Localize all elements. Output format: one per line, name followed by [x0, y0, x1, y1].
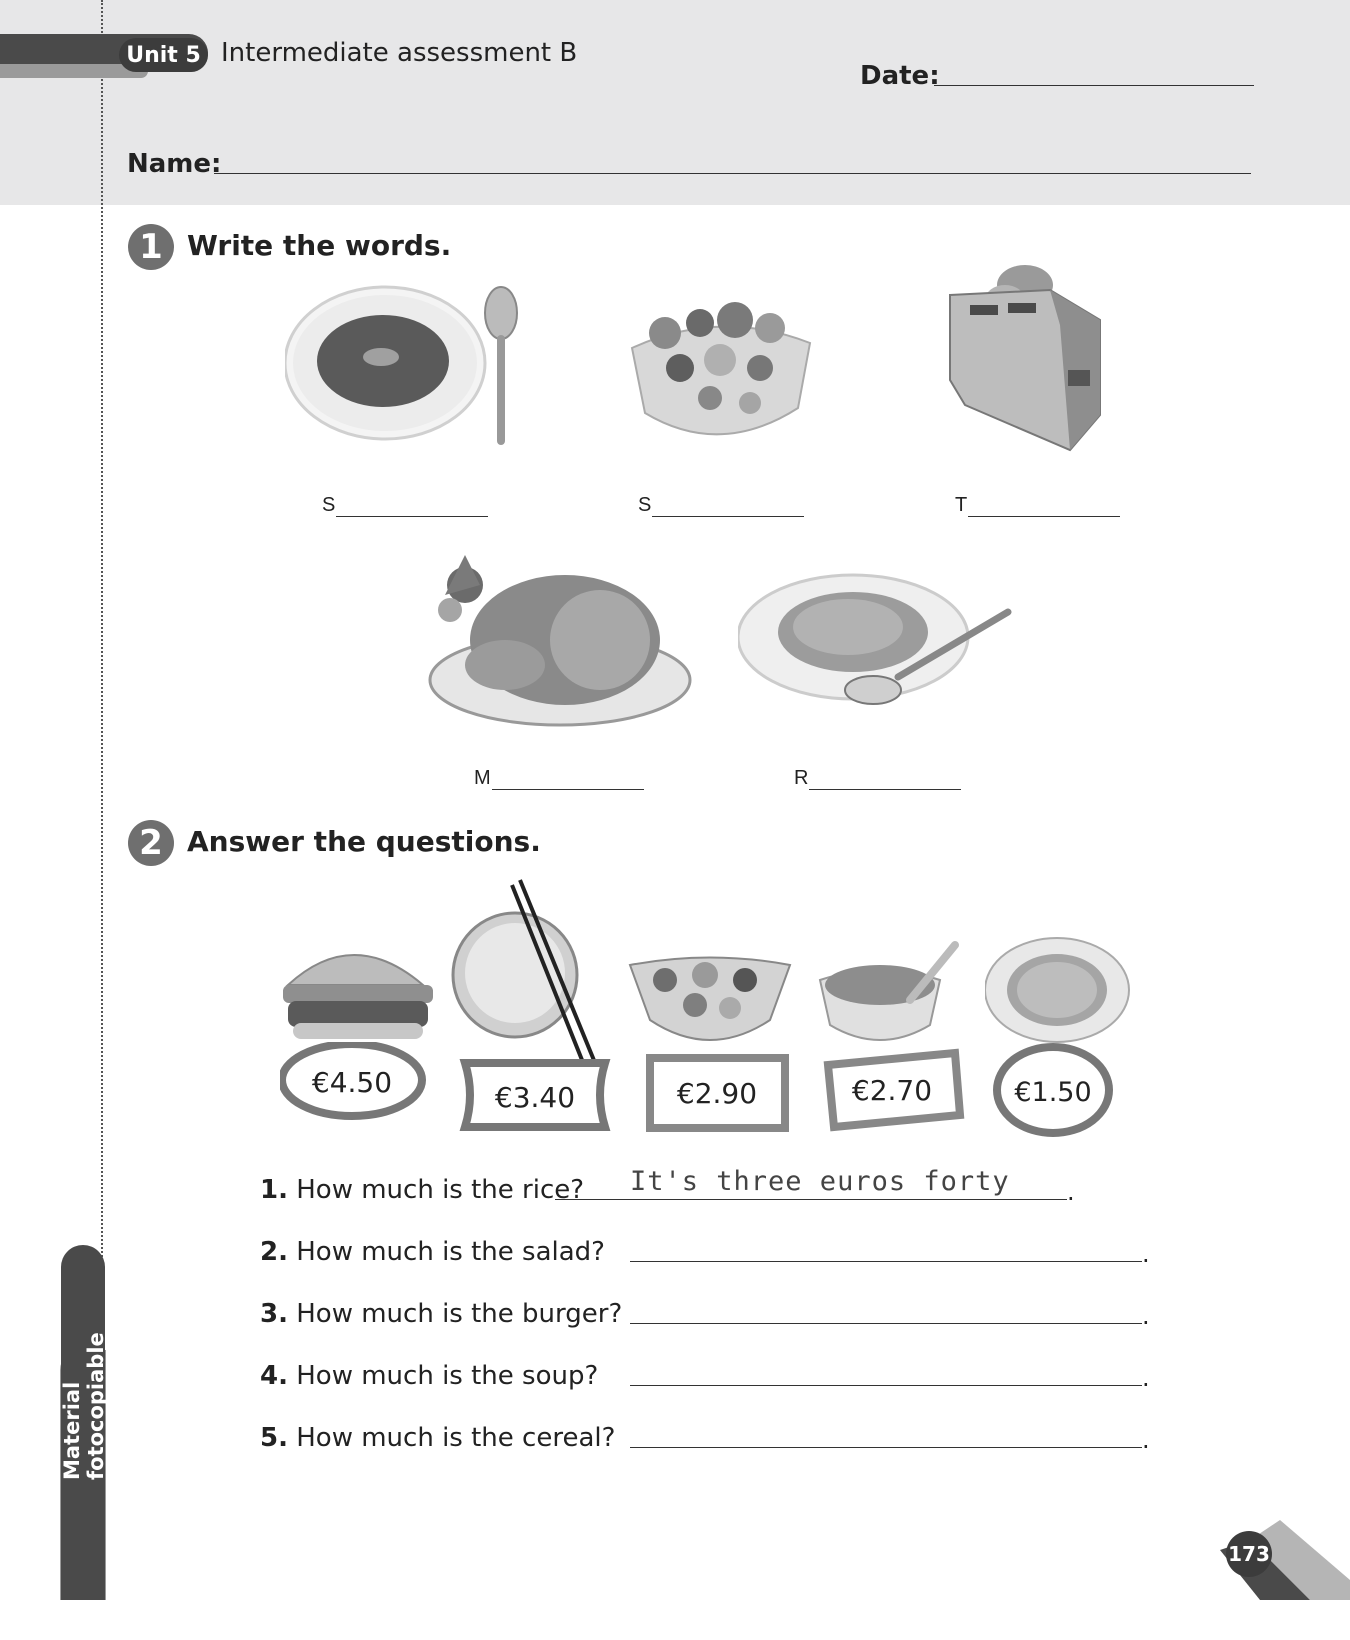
unit-label: Unit 5: [119, 38, 208, 72]
soup-bowl-icon: [285, 285, 525, 455]
question-3: [260, 1299, 622, 1329]
rice-plate-icon: [738, 572, 1018, 722]
question-text: How much is the burger?: [296, 1299, 623, 1329]
price-tag-round: [993, 1043, 1118, 1138]
date-field[interactable]: [934, 85, 1254, 86]
toaster-icon: [940, 265, 1110, 455]
exercise-2-number: 2: [128, 820, 174, 866]
price-tag-text: €3.40: [494, 1081, 576, 1114]
page-number: 173: [1226, 1531, 1272, 1577]
word-blank-letter: M: [474, 767, 491, 789]
answer-field-1[interactable]: [555, 1199, 1067, 1200]
side-tab-label: Material fotocopiable: [60, 1332, 108, 1480]
price-tag-frame: [645, 1053, 790, 1133]
word-blank-toast[interactable]: [955, 494, 1120, 517]
soup-plate-icon: [985, 935, 1135, 1045]
price-tag-text: €2.70: [851, 1074, 933, 1107]
question-text: How much is the soup?: [296, 1361, 599, 1391]
exercise-1-number: 1: [128, 224, 174, 270]
question-number: 5.: [260, 1423, 288, 1453]
name-label: Name:: [127, 149, 222, 179]
question-number: 4.: [260, 1361, 288, 1391]
name-field[interactable]: [214, 173, 1251, 174]
word-blank-letter: R: [794, 767, 809, 789]
question-1: [260, 1175, 584, 1205]
exercise-1-instruction: Write the words.: [187, 229, 452, 262]
price-tag-oval: [280, 1042, 430, 1122]
answer-period: .: [1067, 1178, 1075, 1206]
question-text: How much is the salad?: [296, 1237, 605, 1267]
question-text: How much is the rice?: [296, 1175, 585, 1205]
question-number: 1.: [260, 1175, 288, 1205]
price-tag-text: €1.50: [1014, 1077, 1092, 1108]
rice-with-chopsticks-icon: [450, 875, 620, 1085]
word-blank-rice[interactable]: [794, 767, 961, 790]
question-5: [260, 1423, 615, 1453]
exercise-2-instruction: Answer the questions.: [187, 825, 541, 858]
burger-icon: [278, 935, 438, 1045]
price-tag-text: €4.50: [311, 1066, 393, 1099]
answer-period: .: [1142, 1302, 1150, 1330]
cereal-bowl-icon: [815, 940, 965, 1055]
question-text: How much is the cereal?: [296, 1423, 616, 1453]
price-tag-ticket: [455, 1055, 615, 1135]
answer-field-5[interactable]: [630, 1447, 1142, 1448]
answer-period: .: [1142, 1426, 1150, 1454]
word-blank-meat[interactable]: [474, 767, 644, 790]
salad-bowl-icon: [620, 298, 820, 453]
word-blank-letter: S: [638, 494, 652, 516]
question-number: 3.: [260, 1299, 288, 1329]
answer-field-4[interactable]: [630, 1385, 1142, 1386]
price-tag-text: €2.90: [676, 1077, 758, 1110]
question-2: [260, 1237, 605, 1267]
word-blank-soup[interactable]: [322, 494, 488, 517]
assessment-title: Intermediate assessment B: [221, 38, 578, 68]
word-blank-letter: T: [955, 494, 968, 516]
answer-field-3[interactable]: [630, 1323, 1142, 1324]
example-answer: It's three euros forty: [630, 1166, 1010, 1197]
question-4: [260, 1361, 598, 1391]
salad-bowl-icon: [625, 950, 795, 1060]
price-tag-square: [820, 1045, 965, 1135]
question-number: 2.: [260, 1237, 288, 1267]
word-blank-salad[interactable]: [638, 494, 804, 517]
roast-chicken-icon: [425, 555, 695, 730]
answer-period: .: [1142, 1240, 1150, 1268]
answer-period: .: [1142, 1364, 1150, 1392]
answer-field-2[interactable]: [630, 1261, 1142, 1262]
date-label: Date:: [860, 61, 940, 91]
word-blank-letter: S: [322, 494, 336, 516]
